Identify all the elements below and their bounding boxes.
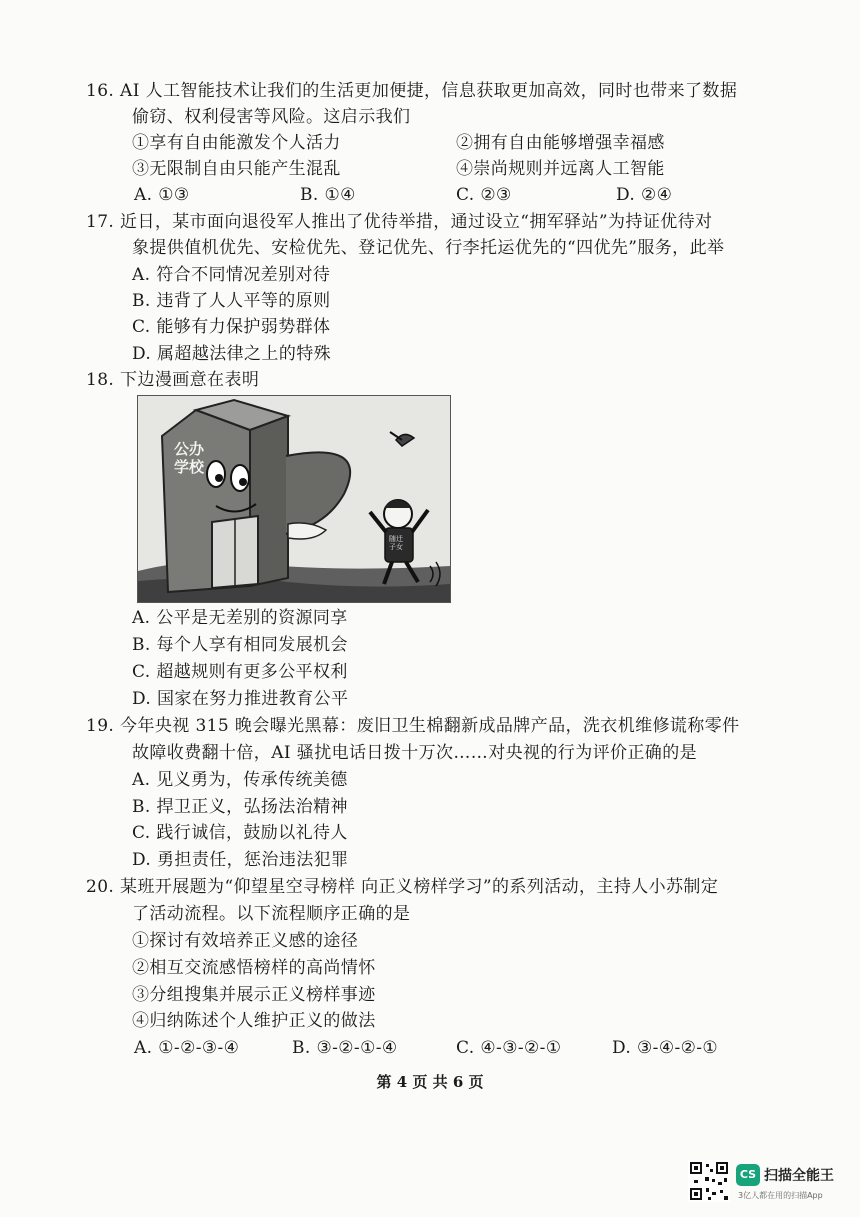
scanner-watermark: [688, 1160, 848, 1208]
q20-step-4: ④归纳陈述个人维护正义的做法: [132, 1011, 376, 1031]
q20-step-1: ①探讨有效培养正义感的途径: [132, 931, 359, 951]
q16-option-b: B. ①④: [300, 185, 356, 205]
page-number: 第 4 页 共 6 页: [376, 1073, 484, 1091]
q17-option-a: A. 符合不同情况差别对待: [132, 265, 331, 285]
q20-option-c: C. ④-③-②-①: [456, 1038, 562, 1058]
qr-code-icon: [688, 1160, 730, 1202]
q19-option-b: B. 捍卫正义，弘扬法治精神: [132, 797, 348, 817]
q20-stem-line2: 了活动流程。以下流程顺序正确的是: [132, 904, 411, 924]
q17-stem-line2: 象提供值机优先、安检优先、登记优先、行李托运优先的“四优先”服务，此举: [132, 238, 725, 258]
comic-illustration: [138, 396, 450, 602]
q20-option-d: D. ③-④-②-①: [612, 1038, 719, 1058]
q20-option-b: B. ③-②-①-④: [292, 1038, 398, 1058]
comic-student-badge: 随迁子女: [389, 535, 403, 551]
q16-statement-4: ④崇尚规则并远离人工智能: [456, 159, 665, 179]
q16-option-d: D. ②④: [616, 185, 673, 205]
q20-option-a: A. ①-②-③-④: [134, 1038, 240, 1058]
q17-option-d: D. 属超越法律之上的特殊: [132, 344, 332, 364]
q16-statement-3: ③无限制自由只能产生混乱: [132, 159, 341, 179]
q18-option-c: C. 超越规则有更多公平权利: [132, 662, 348, 682]
q20-step-2: ②相互交流感悟榜样的高尚情怀: [132, 958, 376, 978]
q16-option-c: C. ②③: [456, 185, 512, 205]
q19-stem-line2: 故障收费翻十倍，AI 骚扰电话日拨十万次……对央视的行为评价正确的是: [132, 743, 697, 763]
q19-option-a: A. 见义勇为，传承传统美德: [132, 770, 348, 790]
q19-stem-line1: 19. 今年央视 315 晚会曝光黑幕：废旧卫生棉翻新成品牌产品，洗衣机维修谎称零件: [86, 716, 740, 736]
q20-stem-line1: 20. 某班开展题为“仰望星空寻榜样 向正义榜样学习”的系列活动，主持人小苏制定: [86, 877, 719, 897]
q16-statement-2: ②拥有自由能够增强幸福感: [456, 133, 665, 153]
q16-option-a: A. ①③: [134, 185, 190, 205]
q17-stem-line1: 17. 近日，某市面向退役军人推出了优待举措，通过设立“拥军驿站”为持证优待对: [86, 212, 713, 232]
camscanner-logo: CS: [736, 1164, 760, 1186]
comic-building-sign: 公办学校: [174, 440, 205, 476]
q20-step-3: ③分组搜集并展示正义榜样事迹: [132, 985, 376, 1005]
q18-option-d: D. 国家在努力推进教育公平: [132, 689, 349, 709]
q18-comic-image: [137, 395, 451, 603]
q19-option-c: C. 践行诚信，鼓励以礼待人: [132, 823, 348, 843]
q16-statement-1: ①享有自由能激发个人活力: [132, 133, 341, 153]
q16-stem-line2: 偷窃、权利侵害等风险。这启示我们: [132, 107, 411, 127]
scanner-slogan: 3亿人都在用的扫描App: [738, 1191, 823, 1200]
scanner-brand-name: 扫描全能王: [764, 1168, 834, 1184]
q18-stem: 18. 下边漫画意在表明: [86, 370, 260, 390]
q18-option-b: B. 每个人享有相同发展机会: [132, 635, 348, 655]
q16-stem-line1: 16. AI 人工智能技术让我们的生活更加便捷，信息获取更加高效，同时也带来了数据: [86, 81, 738, 101]
q19-option-d: D. 勇担责任，惩治违法犯罪: [132, 850, 349, 870]
q17-option-b: B. 违背了人人平等的原则: [132, 291, 331, 311]
q17-option-c: C. 能够有力保护弱势群体: [132, 317, 331, 337]
q18-option-a: A. 公平是无差别的资源同享: [132, 608, 348, 628]
